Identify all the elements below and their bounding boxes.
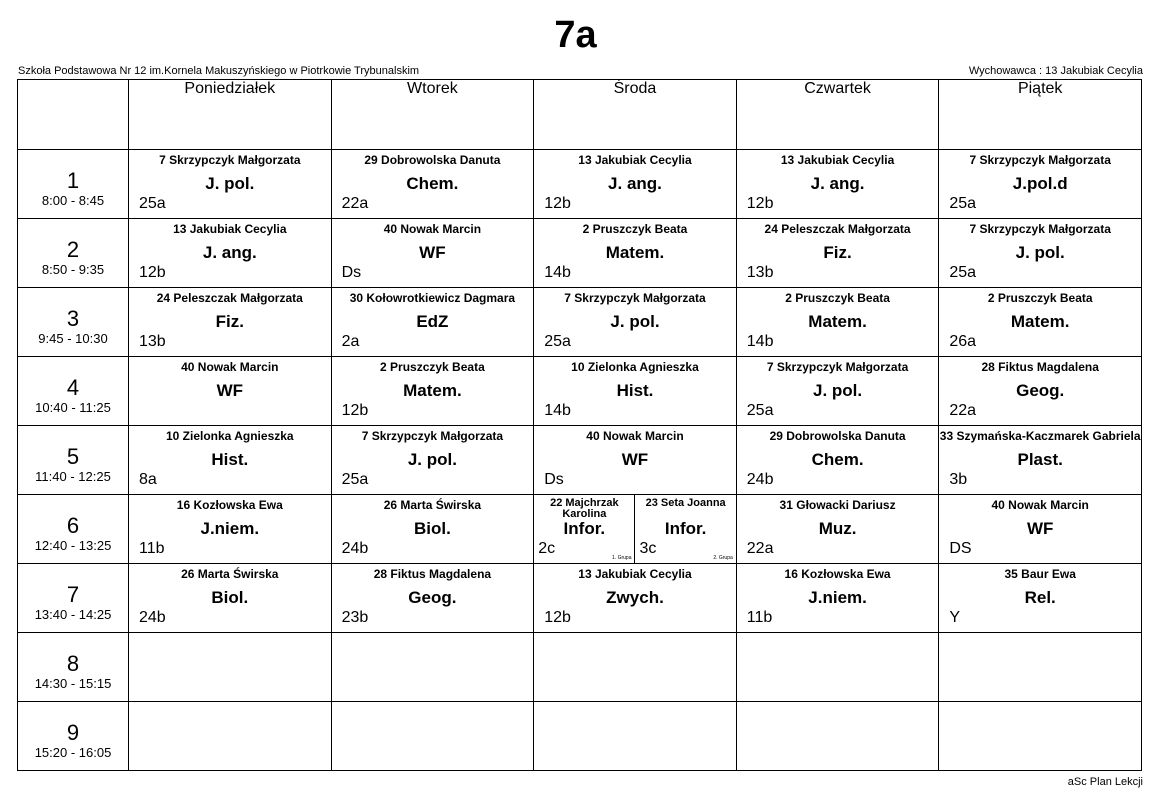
- lesson-teacher: 29 Dobrowolska Danuta: [769, 429, 906, 443]
- lesson: [129, 564, 331, 632]
- lesson: [737, 564, 939, 632]
- lesson: [534, 150, 736, 218]
- lesson-teacher: 40 Nowak Marcin: [586, 429, 684, 443]
- lesson: [534, 357, 736, 425]
- lesson: [737, 495, 939, 563]
- lesson-cell: [736, 426, 939, 495]
- lesson-teacher: 26 Marta Świrska: [383, 498, 482, 512]
- lesson-teacher: 35 Baur Ewa: [1004, 567, 1076, 581]
- lesson-room: 12b: [746, 195, 774, 212]
- lesson-cell: [129, 564, 332, 633]
- period-row: [18, 702, 1142, 771]
- day-header: Poniedziałek: [129, 80, 332, 150]
- lesson-teacher: 7 Skrzypczyk Małgorzata: [969, 153, 1111, 167]
- period-time: 13:40 - 14:25: [34, 607, 112, 622]
- lesson-room: Ds: [544, 471, 564, 488]
- lesson-subject: J. ang.: [202, 243, 257, 262]
- lesson-room: 26a: [949, 333, 977, 350]
- lesson-teacher: 24 Peleszczak Małgorzata: [156, 291, 303, 305]
- period-time: 12:40 - 13:25: [34, 538, 112, 553]
- lesson-cell: [534, 633, 737, 702]
- lesson: [332, 564, 534, 632]
- lesson-cell: [129, 357, 332, 426]
- lesson-teacher: 40 Nowak Marcin: [383, 222, 482, 236]
- lesson-cell: [736, 702, 939, 771]
- lesson-teacher: 22 Majchrzak Karolina: [550, 497, 619, 520]
- lesson-cell: [939, 564, 1142, 633]
- lesson-cell: [534, 564, 737, 633]
- lesson-teacher: 10 Zielonka Agnieszka: [571, 360, 699, 374]
- lesson-subject: Plast.: [1017, 450, 1063, 469]
- period-time: 15:20 - 16:05: [34, 745, 112, 760]
- lesson-cell: [736, 633, 939, 702]
- lesson-subject: Biol.: [211, 588, 249, 607]
- lesson-cell: [736, 219, 939, 288]
- lesson-teacher: 7 Skrzypczyk Małgorzata: [159, 153, 301, 167]
- lesson-subject: J. ang.: [810, 174, 865, 193]
- lesson-teacher: 31 Głowacki Dariusz: [779, 498, 896, 512]
- lesson: [534, 219, 736, 287]
- lesson: [332, 150, 534, 218]
- lesson-teacher: 13 Jakubiak Cecylia: [578, 153, 692, 167]
- lesson-teacher: 28 Fiktus Magdalena: [373, 567, 492, 581]
- period-row: [18, 564, 1142, 633]
- period-number: 4: [66, 375, 80, 400]
- lesson-cell: [939, 633, 1142, 702]
- lesson-cell: [129, 288, 332, 357]
- lesson-teacher: 40 Nowak Marcin: [991, 498, 1089, 512]
- lesson-cell: [129, 495, 332, 564]
- lesson-room: 12b: [139, 264, 166, 281]
- lesson-cell: [939, 495, 1142, 564]
- lesson-subject: J. pol.: [813, 381, 863, 400]
- lesson-cell: [534, 495, 737, 564]
- homeroom-teacher: Wychowawca : 13 Jakubiak Cecylia: [968, 65, 1143, 77]
- lesson: [129, 495, 331, 563]
- period-cell: [18, 288, 129, 357]
- lesson-cell: [939, 288, 1142, 357]
- lesson-subject: J.niem.: [200, 519, 260, 538]
- lesson-cell: [331, 150, 534, 219]
- lesson: [129, 150, 331, 218]
- lesson-teacher: 13 Jakubiak Cecylia: [780, 153, 895, 167]
- lesson-cell: [331, 219, 534, 288]
- lesson-teacher: 40 Nowak Marcin: [181, 360, 279, 374]
- lesson-teacher: 16 Kozłowska Ewa: [176, 498, 283, 512]
- lesson-cell: [939, 219, 1142, 288]
- lesson: [939, 426, 1141, 494]
- group-label: 1. Grupa: [612, 555, 632, 561]
- corner-cell: [18, 80, 129, 150]
- lesson-teacher: 2 Pruszczyk Beata: [987, 291, 1093, 305]
- period-cell: [18, 633, 129, 702]
- lesson-cell: [534, 702, 737, 771]
- lesson: [129, 357, 331, 425]
- period-row: [18, 495, 1142, 564]
- lesson-subject: Muz.: [818, 519, 857, 538]
- period-cell: [18, 564, 129, 633]
- lesson-subject: J. pol.: [610, 312, 660, 331]
- lesson-room: 2c: [538, 540, 556, 557]
- lesson: [939, 219, 1141, 287]
- lesson-subject: J. pol.: [407, 450, 457, 469]
- period-time: 11:40 - 12:25: [35, 469, 111, 484]
- lesson: [939, 288, 1141, 356]
- lesson-subject: Matem.: [1010, 312, 1070, 331]
- lesson-teacher: 7 Skrzypczyk Małgorzata: [361, 429, 504, 443]
- period-time: 10:40 - 11:25: [35, 400, 111, 415]
- lesson: [939, 357, 1141, 425]
- day-header: Środa: [534, 80, 737, 150]
- lesson-cell: [129, 426, 332, 495]
- period-time: 8:00 - 8:45: [41, 193, 105, 208]
- lesson-subject: Rel.: [1024, 588, 1056, 607]
- lesson-cell: [736, 288, 939, 357]
- day-header: Wtorek: [331, 80, 534, 150]
- lesson-room: 12b: [544, 195, 571, 212]
- lesson-subject: Matem.: [808, 312, 867, 331]
- lesson: [939, 495, 1141, 563]
- lesson-room: 11b: [746, 609, 773, 626]
- lesson-room: Ds: [341, 264, 362, 281]
- lesson-teacher: 13 Jakubiak Cecylia: [578, 567, 692, 581]
- period-number: 8: [66, 651, 80, 676]
- lesson-room: 25a: [746, 402, 774, 419]
- lesson-subject: Chem.: [406, 174, 459, 193]
- lesson-room: 25a: [341, 471, 369, 488]
- lesson-room: 2a: [341, 333, 360, 350]
- period-row: [18, 288, 1142, 357]
- lesson-teacher: 13 Jakubiak Cecylia: [173, 222, 287, 236]
- lesson-teacher: 29 Dobrowolska Danuta: [364, 153, 501, 167]
- lesson-cell: [534, 288, 737, 357]
- period-cell: [18, 495, 129, 564]
- lesson-teacher: 33 Szymańska-Kaczmarek Gabriela: [939, 429, 1141, 443]
- period-number: 6: [66, 513, 80, 538]
- lesson: [939, 150, 1141, 218]
- lesson-cell: [736, 564, 939, 633]
- lesson: [534, 426, 736, 494]
- lesson: [129, 288, 331, 356]
- period-number: 5: [66, 444, 80, 469]
- lesson-teacher: 23 Seta Joanna: [645, 497, 726, 509]
- period-row: [18, 219, 1142, 288]
- lesson: [737, 219, 939, 287]
- lesson-subject: J. pol.: [1015, 243, 1065, 262]
- lesson-room: 24b: [341, 540, 369, 557]
- period-row: [18, 426, 1142, 495]
- lesson-room: 11b: [139, 540, 165, 557]
- class-title: 7a: [554, 14, 597, 56]
- lesson-subject: Matem.: [605, 243, 665, 262]
- lesson-room: 24b: [746, 471, 774, 488]
- lesson-subject: Infor.: [664, 519, 707, 538]
- lesson-subject: Zwych.: [606, 588, 664, 607]
- lesson-subject: EdZ: [416, 312, 449, 331]
- lesson-cell: [534, 219, 737, 288]
- day-header-row: [18, 80, 1142, 150]
- lesson-cell: [939, 150, 1142, 219]
- lesson-cell: [534, 150, 737, 219]
- lesson: [129, 219, 331, 287]
- lesson: [939, 564, 1141, 632]
- lesson-cell: [331, 288, 534, 357]
- lesson-subject: WF: [419, 243, 446, 262]
- lesson: [534, 288, 736, 356]
- lesson: [534, 564, 736, 632]
- group-lesson: [534, 495, 634, 563]
- period-number: 1: [66, 168, 80, 193]
- lesson-room: 25a: [544, 333, 571, 350]
- lesson-subject: WF: [621, 450, 649, 469]
- lesson-cell: [129, 702, 332, 771]
- lesson-cell: [331, 357, 534, 426]
- period-number: 2: [66, 237, 80, 262]
- lesson-teacher: 16 Kozłowska Ewa: [784, 567, 891, 581]
- period-time: 14:30 - 15:15: [34, 676, 112, 691]
- lesson-cell: [939, 357, 1142, 426]
- lesson-teacher: 24 Peleszczak Małgorzata: [764, 222, 911, 236]
- lesson-teacher: 30 Kołowrotkiewicz Dagmara: [349, 291, 516, 305]
- period-row: [18, 633, 1142, 702]
- lesson-subject: J. ang.: [608, 174, 662, 193]
- split-lesson: [534, 495, 736, 563]
- lesson: [737, 426, 939, 494]
- period-cell: [18, 357, 129, 426]
- period-time: 8:50 - 9:35: [41, 262, 105, 277]
- day-header: Piątek: [939, 80, 1142, 150]
- lesson-room: 13b: [139, 333, 166, 350]
- period-time: 9:45 - 10:30: [38, 331, 108, 346]
- group-label: 2. Grupa: [713, 555, 733, 561]
- lesson-teacher: 2 Pruszczyk Beata: [582, 222, 688, 236]
- period-number: 7: [66, 582, 80, 607]
- lesson: [332, 357, 534, 425]
- lesson-subject: J. pol.: [205, 174, 255, 193]
- lesson-subject: Hist.: [616, 381, 654, 400]
- lesson: [332, 219, 534, 287]
- lesson-subject: WF: [216, 381, 244, 400]
- lesson: [332, 495, 534, 563]
- footer-credit: aSc Plan Lekcji: [1067, 776, 1143, 788]
- lesson-teacher: 7 Skrzypczyk Małgorzata: [766, 360, 909, 374]
- lesson-room: 25a: [949, 264, 977, 281]
- lesson-cell: [331, 633, 534, 702]
- lesson-room: 25a: [949, 195, 977, 212]
- lesson: [332, 288, 534, 356]
- lesson-cell: [331, 702, 534, 771]
- lesson-subject: Infor.: [563, 519, 606, 538]
- lesson-subject: Geog.: [1016, 381, 1065, 400]
- lesson-room: 24b: [139, 609, 166, 626]
- period-row: [18, 150, 1142, 219]
- lesson-room: 25a: [139, 195, 166, 212]
- lesson-room: 22a: [949, 402, 977, 419]
- lesson-subject: J.pol.d: [1012, 174, 1068, 193]
- lesson-room: 12b: [341, 402, 369, 419]
- lesson-room: 14b: [544, 402, 571, 419]
- lesson-cell: [534, 426, 737, 495]
- lesson-subject: Biol.: [413, 519, 451, 538]
- lesson-room: 3b: [949, 471, 968, 488]
- lesson-teacher: 7 Skrzypczyk Małgorzata: [969, 222, 1111, 236]
- period-cell: [18, 426, 129, 495]
- day-header: Czwartek: [736, 80, 939, 150]
- period-number: 3: [66, 306, 80, 331]
- lesson-room: 8a: [139, 471, 157, 488]
- lesson-room: 23b: [341, 609, 369, 626]
- lesson-cell: [939, 426, 1142, 495]
- lesson-subject: WF: [1026, 519, 1054, 538]
- lesson: [129, 426, 331, 494]
- lesson-cell: [736, 495, 939, 564]
- lesson-teacher: 2 Pruszczyk Beata: [380, 360, 485, 374]
- lesson-teacher: 2 Pruszczyk Beata: [785, 291, 890, 305]
- period-row: [18, 357, 1142, 426]
- lesson-subject: Fiz.: [823, 243, 852, 262]
- lesson-cell: [129, 150, 332, 219]
- lesson: [332, 426, 534, 494]
- school-name: Szkoła Podstawowa Nr 12 im.Kornela Makuszyńskiego w Piotrkowie Trybunalskim: [18, 65, 420, 77]
- lesson-room: 14b: [746, 333, 774, 350]
- lesson-room: 14b: [544, 264, 571, 281]
- lesson-teacher: 7 Skrzypczyk Małgorzata: [564, 291, 706, 305]
- lesson-room: 12b: [544, 609, 571, 626]
- lesson-cell: [736, 357, 939, 426]
- lesson-subject: J.niem.: [808, 588, 867, 607]
- lesson-cell: [939, 702, 1142, 771]
- group-lesson: [634, 495, 735, 563]
- lesson-subject: Fiz.: [215, 312, 244, 331]
- lesson-teacher: 28 Fiktus Magdalena: [981, 360, 1099, 374]
- lesson: [737, 357, 939, 425]
- lesson-room: 22a: [341, 195, 369, 212]
- lesson-room: Y: [949, 609, 961, 626]
- lesson-room: 3c: [639, 540, 657, 557]
- lesson-cell: [736, 150, 939, 219]
- lesson-cell: [534, 357, 737, 426]
- lesson: [737, 150, 939, 218]
- timetable: [17, 79, 1142, 771]
- lesson-subject: Hist.: [211, 450, 249, 469]
- lesson-subject: Chem.: [811, 450, 864, 469]
- lesson-teacher: 26 Marta Świrska: [181, 567, 279, 581]
- lesson-cell: [331, 426, 534, 495]
- period-cell: [18, 702, 129, 771]
- lesson: [737, 288, 939, 356]
- period-cell: [18, 150, 129, 219]
- lesson-teacher: 10 Zielonka Agnieszka: [165, 429, 294, 443]
- period-number: 9: [66, 720, 80, 745]
- lesson-room: 22a: [746, 540, 774, 557]
- lesson-room: DS: [949, 540, 972, 557]
- lesson-cell: [129, 633, 332, 702]
- lesson-cell: [331, 564, 534, 633]
- lesson-subject: Matem.: [403, 381, 462, 400]
- lesson-cell: [331, 495, 534, 564]
- period-cell: [18, 219, 129, 288]
- lesson-room: 13b: [746, 264, 774, 281]
- lesson-subject: Geog.: [408, 588, 457, 607]
- lesson-cell: [129, 219, 332, 288]
